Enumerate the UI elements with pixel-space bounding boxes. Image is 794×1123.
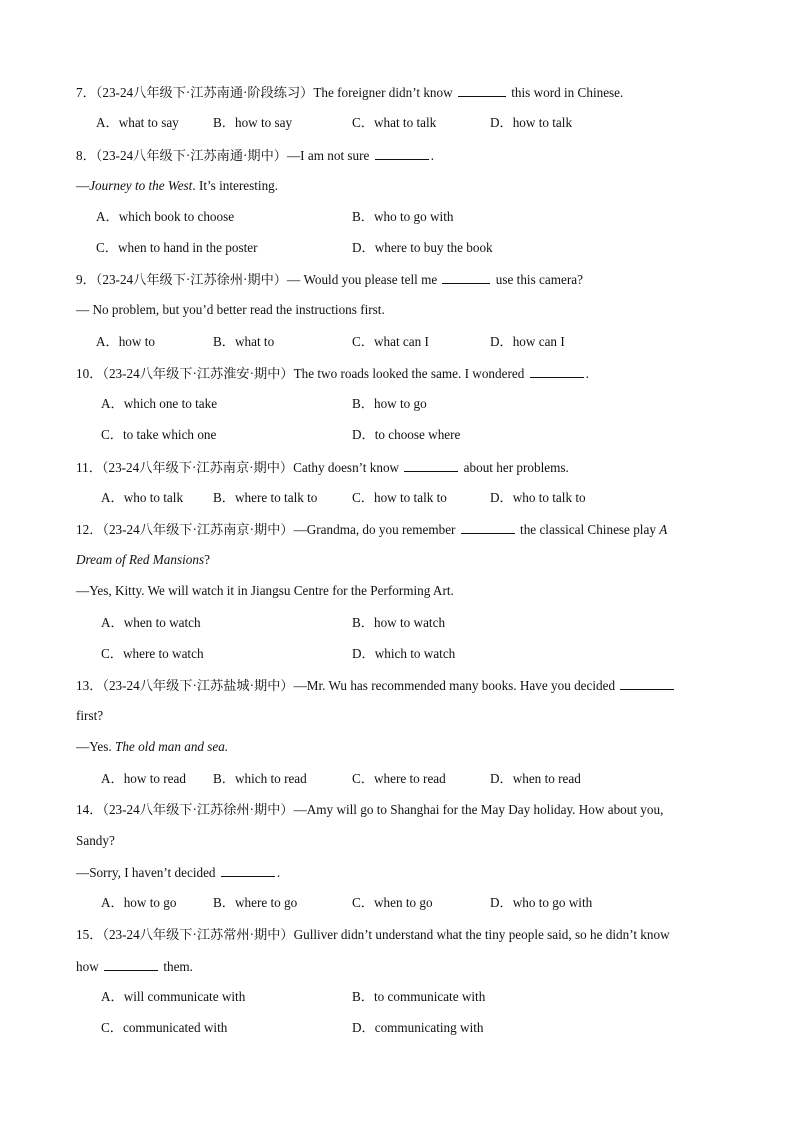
answer-blank (458, 83, 506, 97)
option-c[interactable]: C．what to talk (352, 115, 437, 130)
question-number: 8． (76, 148, 96, 163)
option-a[interactable]: A．how to go (101, 895, 177, 910)
option-d[interactable]: D．where to buy the book (352, 240, 493, 255)
dialogue-text: —Yes. (76, 739, 115, 754)
option-a[interactable]: A．how to read (101, 771, 186, 786)
question-12-line3 (76, 582, 714, 600)
option-a[interactable]: A．who to talk (101, 490, 184, 505)
question-number: 9． (76, 272, 96, 287)
question-text: this word in Chinese. (507, 85, 624, 100)
question-text: the classical Chinese play (516, 522, 660, 537)
option-d[interactable]: D．how can I (490, 334, 565, 349)
option-c[interactable]: C．when to hand in the poster (96, 240, 258, 255)
question-13-line2 (76, 707, 714, 725)
dialogue-text: — No problem, but you’d better read the instructions first. (76, 302, 385, 317)
option-c[interactable]: C．when to go (352, 895, 433, 910)
question-source: （23-24八年级下·江苏盐城·期中） (102, 678, 294, 693)
question-text: . (585, 366, 589, 381)
question-text: —Amy will go to Shanghai for the May Day holiday. How about you, (293, 802, 664, 817)
question-number: 13． (76, 678, 103, 693)
question-text: ? (204, 552, 210, 567)
question-text: about her problems. (460, 460, 569, 475)
question-number: 10． (76, 366, 103, 381)
option-c[interactable]: C．what can I (352, 334, 429, 349)
option-a[interactable]: A．when to watch (101, 615, 201, 630)
answer-blank (442, 270, 490, 284)
question-15-stem (76, 926, 714, 944)
option-c[interactable]: C．where to watch (101, 646, 204, 661)
question-10-stem (76, 364, 714, 383)
question-15-line2 (76, 957, 714, 976)
dialogue-text: . It’s interesting. (192, 178, 279, 193)
question-number: 14． (76, 802, 103, 817)
option-d[interactable]: D．when to read (490, 771, 581, 786)
question-number: 7． (76, 85, 96, 100)
option-d[interactable]: D．communicating with (352, 1020, 484, 1035)
option-d[interactable]: D．to choose where (352, 427, 461, 442)
option-b[interactable]: B．who to go with (352, 209, 454, 224)
option-b[interactable]: B．what to (213, 334, 275, 349)
question-text: how (76, 959, 103, 974)
answer-blank (104, 957, 158, 971)
question-text: Sandy? (76, 833, 115, 848)
question-13-line3 (76, 738, 714, 756)
option-d[interactable]: D．who to talk to (490, 490, 586, 505)
question-number: 11． (76, 460, 102, 475)
option-b[interactable]: B．how to say (213, 115, 293, 130)
question-8-line2 (76, 177, 714, 195)
question-text: Cathy doesn’t know (293, 460, 403, 475)
question-12-stem (76, 520, 714, 539)
option-b[interactable]: B．where to go (213, 895, 298, 910)
question-text: The two roads looked the same. I wondered (293, 366, 528, 381)
dialogue-text: . (276, 865, 281, 880)
question-source: （23-24八年级下·江苏常州·期中） (102, 927, 294, 942)
option-c[interactable]: C．to take which one (101, 427, 217, 442)
question-source: （23-24八年级下·江苏南通·期中） (95, 148, 287, 163)
option-b[interactable]: B．to communicate with (352, 989, 486, 1004)
question-14-stem (76, 801, 714, 819)
question-11-stem (76, 458, 714, 477)
question-13-stem (76, 676, 714, 695)
option-d[interactable]: D．how to talk (490, 115, 573, 130)
dialogue-text: —Yes, Kitty. We will watch it in Jiangsu Centre for the Performing Art. (76, 583, 454, 598)
question-source: （23-24八年级下·江苏徐州·期中） (102, 802, 294, 817)
option-c[interactable]: C．how to talk to (352, 490, 447, 505)
answer-blank (620, 676, 674, 690)
dialogue-text: —Sorry, I haven’t decided (76, 865, 219, 880)
question-9-line2 (76, 301, 714, 319)
question-text: use this camera? (492, 272, 583, 287)
question-source: （23-24八年级下·江苏南京·期中） (101, 460, 294, 475)
option-b[interactable]: B．which to read (213, 771, 307, 786)
answer-blank (461, 520, 515, 534)
answer-blank (404, 458, 458, 472)
option-a[interactable]: A．which book to choose (96, 209, 235, 224)
option-c[interactable]: C．where to read (352, 771, 446, 786)
question-number: 15． (76, 927, 103, 942)
play-title-start: A (659, 522, 668, 537)
play-title: Dream of Red Mansions (76, 552, 205, 567)
book-title: Journey to the West (89, 178, 193, 193)
question-source: （23-24八年级下·江苏南通·阶段练习） (95, 85, 314, 100)
option-a[interactable]: A．how to (96, 334, 155, 349)
question-12-line2 (76, 551, 714, 569)
answer-blank (530, 364, 584, 378)
option-b[interactable]: B．how to go (352, 396, 427, 411)
option-b[interactable]: B．where to talk to (213, 490, 318, 505)
option-d[interactable]: D．which to watch (352, 646, 456, 661)
question-text: —Grandma, do you remember (293, 522, 459, 537)
answer-blank (221, 863, 275, 877)
question-14-line3 (76, 863, 714, 882)
question-8-stem (76, 146, 714, 165)
answer-blank (375, 146, 429, 160)
question-9-stem (76, 270, 714, 289)
question-text: The foreigner didn’t know (313, 85, 456, 100)
question-number: 12． (76, 522, 103, 537)
question-7-stem (76, 83, 714, 102)
question-source: （23-24八年级下·江苏淮安·期中） (102, 366, 294, 381)
option-a[interactable]: A．will communicate with (101, 989, 246, 1004)
question-text: them. (160, 959, 193, 974)
question-text: . (430, 148, 434, 163)
book-title: The old man and sea. (114, 739, 229, 754)
question-text: — Would you please tell me (286, 272, 441, 287)
question-text: —I am not sure (286, 148, 373, 163)
question-text: Gulliver didn’t understand what the tiny people said, so he didn’t know (293, 927, 670, 942)
question-source: （23-24八年级下·江苏南京·期中） (102, 522, 294, 537)
option-d[interactable]: D．who to go with (490, 895, 593, 910)
question-14-line2 (76, 832, 714, 850)
option-c[interactable]: C．communicated with (101, 1020, 228, 1035)
dialogue-dash: — (76, 178, 90, 193)
question-text: first? (76, 708, 104, 723)
question-source: （23-24八年级下·江苏徐州·期中） (95, 272, 287, 287)
option-a[interactable]: A．what to say (96, 115, 179, 130)
question-text: —Mr. Wu has recommended many books. Have you decided (293, 678, 619, 693)
option-b[interactable]: B．how to watch (352, 615, 446, 630)
option-a[interactable]: A．which one to take (101, 396, 218, 411)
